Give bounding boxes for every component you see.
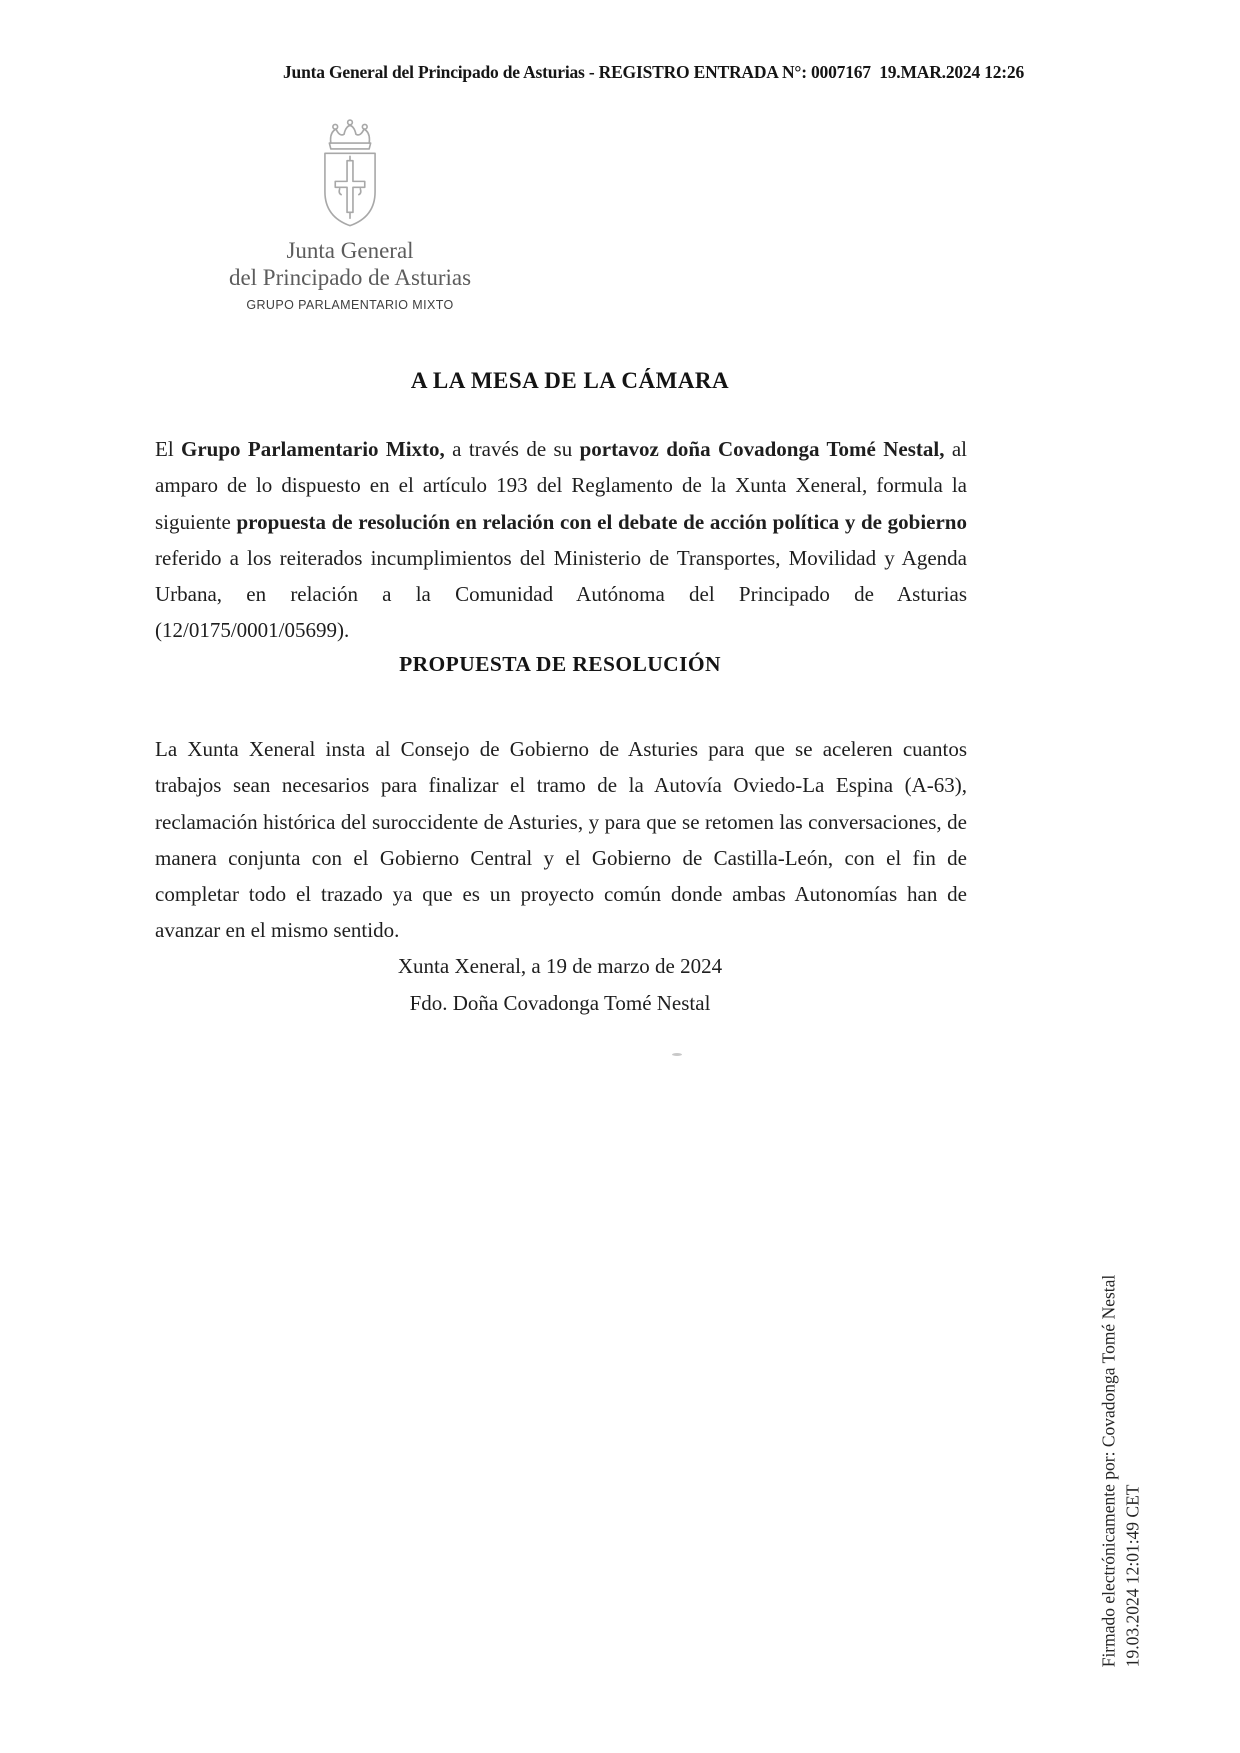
- org-name-line2: del Principado de Asturias: [228, 265, 472, 290]
- resolution-section-heading: PROPUESTA DE RESOLUCIÓN: [399, 652, 721, 676]
- org-name-line1: Junta General: [286, 238, 414, 263]
- date-line: Xunta Xeneral, a 19 de marzo de 2024: [397, 954, 723, 978]
- bold-proposal-phrase: propuesta de resolución en relación con el debate de acción política y de gobierno: [236, 509, 967, 534]
- registry-entry-stamp: Junta General del Principado de Asturias - REGISTRO ENTRADA N°: 0007167 19.MAR.2024 12:26: [283, 62, 1025, 82]
- electronic-signature-stamp: [1098, 1275, 1145, 1668]
- signature-stamp-datetime: 19.03.2024 12:01:49 CET: [1122, 1484, 1142, 1668]
- asturias-coat-of-arms-icon: [313, 115, 387, 233]
- document-title: A LA MESA DE LA CÁMARA: [410, 368, 730, 393]
- paragraph-text: referido a los reiterados incumplimientos del Ministerio de Transportes, Movilidad y Agenda Urbana, en relación a la Comunidad Autónoma del Principado de Asturias (12/0175/0001/05699).: [155, 545, 967, 643]
- bold-spokesperson-name: portavoz doña Covadonga Tomé Nestal,: [579, 437, 945, 461]
- scan-artifact-smudge: [672, 1053, 682, 1056]
- paragraph-text: El: [155, 437, 182, 461]
- paragraph-text: a través de su: [444, 437, 580, 461]
- signature-stamp-signer: Firmado electrónicamente por: Covadonga Tomé Nestal: [1098, 1274, 1119, 1668]
- paragraph-text: al amparo de lo dispuesto en el artículo 193 del Reglamento de la Xunta Xeneral, formula la siguiente: [155, 437, 967, 534]
- letterhead: [200, 115, 500, 312]
- signed-by-line: Fdo. Doña Covadonga Tomé Nestal: [409, 990, 711, 1015]
- bold-group-name: Grupo Parlamentario Mixto,: [181, 437, 445, 461]
- parliamentary-group-name: GRUPO PARLAMENTARIO MIXTO: [246, 298, 454, 312]
- opening-paragraph: [155, 431, 967, 649]
- closing-block: [155, 948, 965, 1021]
- resolution-paragraph: La Xunta Xeneral insta al Consejo de Gobierno de Asturies para que se aceleren cuantos trabajos sean necesarios para finalizar el tramo de la Autovía Oviedo-La Espina (A-63), reclamación histórica del suroccidente de Asturies, y para que se retomen las conversaciones, de manera conjunta con el Gobierno Central y el Gobierno de Castilla-León, con el fin de completar todo el trazado ya que es un proyecto común donde ambas Autonomías han de avanzar en el mismo sentido.: [155, 737, 967, 943]
